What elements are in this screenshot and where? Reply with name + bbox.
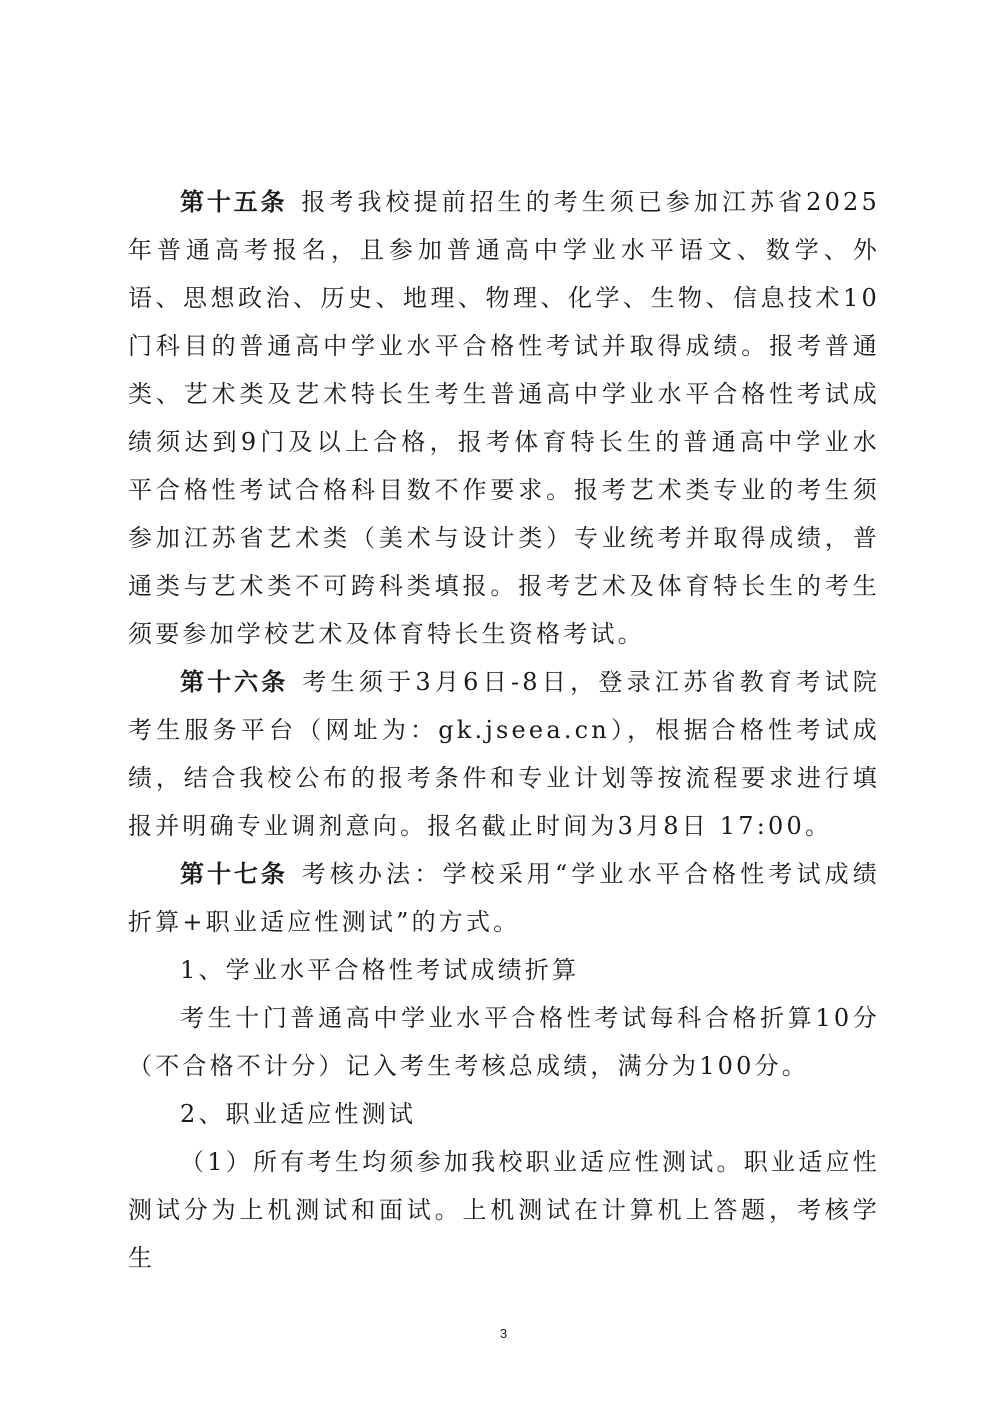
- article-heading: 第十六条: [180, 667, 289, 696]
- paragraph-text: 考生须于3月6日-8日，登录江苏省教育考试院考生服务平台（网址为：gk.jseea.cn），根据合格性考试成绩，结合我校公布的报考条件和专业计划等按流程要求进行填报并明确专业调剂意向。报名截止时间为3月8日 17:00。: [128, 668, 880, 840]
- section-heading-2: [128, 1090, 880, 1138]
- page-number: 3: [499, 1326, 508, 1341]
- paragraph-article-15: [128, 178, 880, 658]
- paragraph-text: 考核办法：学校采用“学业水平合格性考试成绩折算+职业适应性测试”的方式。: [128, 860, 881, 936]
- paragraph-article-16: [128, 658, 880, 850]
- article-heading: 第十五条: [180, 187, 288, 216]
- paragraph-text: 2、职业适应性测试: [180, 1100, 417, 1128]
- paragraph-article-17: [128, 850, 880, 946]
- paragraph-text: （1）所有考生均须参加我校职业适应性测试。职业适应性测试分为上机测试和面试。上机测试在计算机上答题，考核学生: [128, 1148, 880, 1272]
- article-heading: 第十七条: [180, 859, 288, 888]
- paragraph-aptitude-test: [128, 1138, 880, 1282]
- paragraph-text: 报考我校提前招生的考生须已参加江苏省2025年普通高考报名，且参加普通高中学业水平语文、数学、外语、思想政治、历史、地理、物理、化学、生物、信息技术10门科目的普通高中学业水平合格性考试并取得成绩。报考普通类、艺术类及艺术特长生考生普通高中学业水平合格性考试成绩须达到9门及以上合格，报考体育特长生的普通高中学业水平合格性考试合格科目数不作要求。报考艺术类专业的考生须参加江苏省艺术类（美术与设计类）专业统考并取得成绩，普通类与艺术类不可跨科类填报。报考艺术及体育特长生的考生须要参加学校艺术及体育特长生资格考试。: [128, 188, 881, 648]
- document-page: [128, 178, 880, 1282]
- section-heading-1: [128, 946, 880, 994]
- paragraph-text: 1、学业水平合格性考试成绩折算: [180, 956, 580, 984]
- paragraph-score-conversion: [128, 994, 880, 1090]
- paragraph-text: 考生十门普通高中学业水平合格性考试每科合格折算10分（不合格不计分）记入考生考核总成绩，满分为100分。: [128, 1004, 880, 1080]
